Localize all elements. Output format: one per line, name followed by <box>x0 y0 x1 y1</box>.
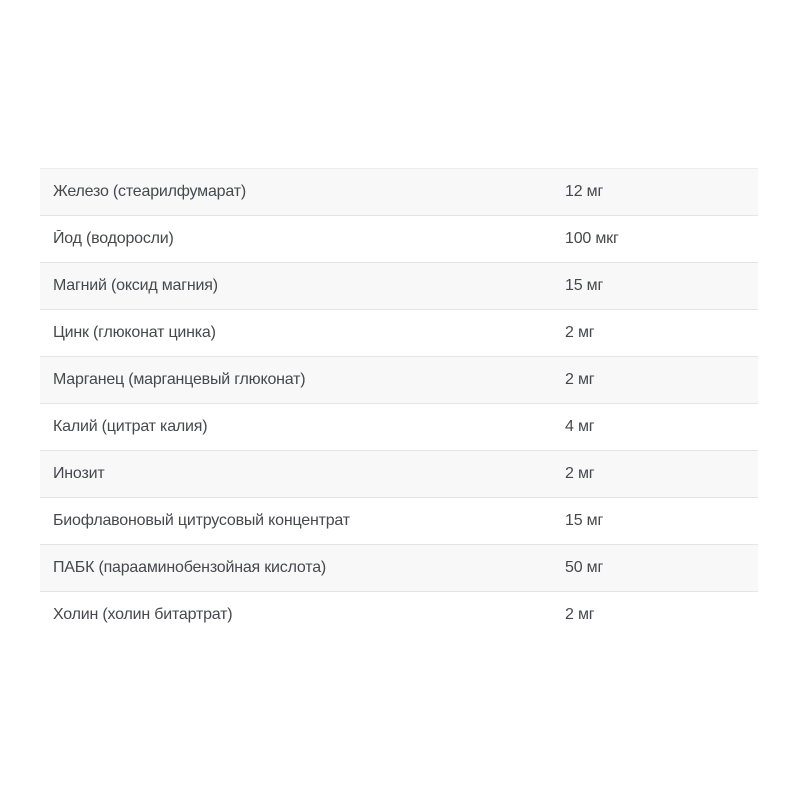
table-row <box>40 404 758 451</box>
ingredient-amount: 2 мг <box>565 606 595 623</box>
ingredient-amount: 12 мг <box>565 183 604 200</box>
ingredient-name: Марганец (марганцевый глюконат) <box>53 371 306 388</box>
table-row <box>40 545 758 592</box>
ingredient-name: Йод (водоросли) <box>53 230 174 247</box>
table-row <box>40 357 758 404</box>
ingredient-amount: 4 мг <box>565 418 595 435</box>
ingredient-amount: 2 мг <box>565 371 595 388</box>
ingredient-amount: 15 мг <box>565 277 604 294</box>
table-row <box>40 263 758 310</box>
ingredient-amount: 100 мкг <box>565 230 619 247</box>
supplement-facts-table <box>40 168 758 638</box>
ingredient-name: Инозит <box>53 465 105 482</box>
ingredient-amount: 50 мг <box>565 559 604 576</box>
ingredient-amount: 2 мг <box>565 324 595 341</box>
ingredient-amount: 15 мг <box>565 512 604 529</box>
ingredient-amount: 2 мг <box>565 465 595 482</box>
ingredient-name: Холин (холин битартрат) <box>53 606 233 623</box>
ingredient-name: Калий (цитрат калия) <box>53 418 208 435</box>
ingredient-name: Магний (оксид магния) <box>53 277 218 294</box>
table-row <box>40 498 758 545</box>
ingredient-name: Железо (стеарилфумарат) <box>53 183 246 200</box>
table-row <box>40 592 758 638</box>
table-row <box>40 310 758 357</box>
table-row <box>40 169 758 216</box>
ingredient-name: Биофлавоновый цитрусовый концентрат <box>53 512 350 529</box>
table-row <box>40 216 758 263</box>
table-row <box>40 451 758 498</box>
ingredient-name: ПАБК (парааминобензойная кислота) <box>53 559 327 576</box>
ingredient-name: Цинк (глюконат цинка) <box>53 324 216 341</box>
